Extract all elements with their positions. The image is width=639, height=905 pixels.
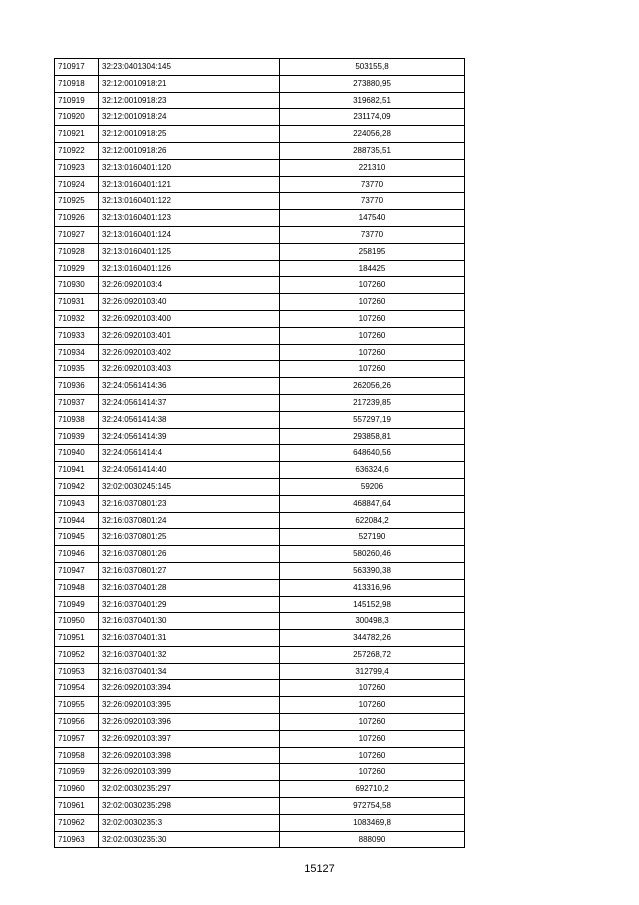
cadastral-number-cell: 32:02:0030235:30 (99, 831, 280, 848)
table-row (55, 361, 465, 378)
table-row (55, 764, 465, 781)
row-id-cell: 710959 (55, 764, 99, 781)
row-id-cell: 710941 (55, 462, 99, 479)
row-id-cell: 710932 (55, 310, 99, 327)
table-row (55, 462, 465, 479)
value-cell: 648640,56 (280, 445, 465, 462)
row-id-cell: 710925 (55, 193, 99, 210)
cadastral-number-cell: 32:12:0010918:26 (99, 142, 280, 159)
value-cell: 107260 (280, 730, 465, 747)
table-row (55, 495, 465, 512)
cadastral-number-cell: 32:16:0370401:29 (99, 596, 280, 613)
row-id-cell: 710931 (55, 294, 99, 311)
cadastral-number-cell: 32:26:0920103:403 (99, 361, 280, 378)
value-cell: 300498,3 (280, 613, 465, 630)
value-cell: 636324,6 (280, 462, 465, 479)
row-id-cell: 710948 (55, 579, 99, 596)
table-row (55, 92, 465, 109)
value-cell: 273880,95 (280, 75, 465, 92)
value-cell: 221310 (280, 159, 465, 176)
cadastral-number-cell: 32:16:0370801:24 (99, 512, 280, 529)
table-row (55, 512, 465, 529)
row-id-cell: 710950 (55, 613, 99, 630)
cadastral-number-cell: 32:26:0920103:400 (99, 310, 280, 327)
cadastral-number-cell: 32:12:0010918:23 (99, 92, 280, 109)
table-row (55, 243, 465, 260)
cadastral-number-cell: 32:13:0160401:126 (99, 260, 280, 277)
cadastral-number-cell: 32:16:0370401:30 (99, 613, 280, 630)
table-row (55, 663, 465, 680)
row-id-cell: 710954 (55, 680, 99, 697)
data-table (54, 58, 465, 848)
cadastral-number-cell: 32:16:0370801:23 (99, 495, 280, 512)
row-id-cell: 710938 (55, 411, 99, 428)
row-id-cell: 710926 (55, 210, 99, 227)
row-id-cell: 710958 (55, 747, 99, 764)
value-cell: 107260 (280, 327, 465, 344)
table-row (55, 630, 465, 647)
cadastral-number-cell: 32:13:0160401:125 (99, 243, 280, 260)
cadastral-number-cell: 32:24:0561414:38 (99, 411, 280, 428)
row-id-cell: 710934 (55, 344, 99, 361)
row-id-cell: 710952 (55, 646, 99, 663)
table-row (55, 344, 465, 361)
value-cell: 293858,81 (280, 428, 465, 445)
cadastral-number-cell: 32:16:0370401:34 (99, 663, 280, 680)
cadastral-number-cell: 32:24:0561414:37 (99, 394, 280, 411)
row-id-cell: 710917 (55, 59, 99, 76)
value-cell: 262056,26 (280, 378, 465, 395)
row-id-cell: 710951 (55, 630, 99, 647)
table-body (55, 59, 465, 848)
cadastral-number-cell: 32:02:0030235:3 (99, 814, 280, 831)
table-row (55, 798, 465, 815)
value-cell: 312799,4 (280, 663, 465, 680)
row-id-cell: 710956 (55, 714, 99, 731)
row-id-cell: 710922 (55, 142, 99, 159)
table-row (55, 226, 465, 243)
cadastral-number-cell: 32:16:0370801:26 (99, 546, 280, 563)
value-cell: 107260 (280, 764, 465, 781)
value-cell: 257268,72 (280, 646, 465, 663)
table-row (55, 142, 465, 159)
value-cell: 557297,19 (280, 411, 465, 428)
row-id-cell: 710937 (55, 394, 99, 411)
table-row (55, 126, 465, 143)
cadastral-number-cell: 32:26:0920103:402 (99, 344, 280, 361)
value-cell: 888090 (280, 831, 465, 848)
value-cell: 692710,2 (280, 781, 465, 798)
row-id-cell: 710918 (55, 75, 99, 92)
cadastral-number-cell: 32:26:0920103:399 (99, 764, 280, 781)
cadastral-number-cell: 32:26:0920103:4 (99, 277, 280, 294)
row-id-cell: 710949 (55, 596, 99, 613)
cadastral-number-cell: 32:26:0920103:40 (99, 294, 280, 311)
row-id-cell: 710942 (55, 478, 99, 495)
value-cell: 503155,8 (280, 59, 465, 76)
value-cell: 73770 (280, 176, 465, 193)
value-cell: 184425 (280, 260, 465, 277)
value-cell: 527190 (280, 529, 465, 546)
cadastral-number-cell: 32:02:0030235:297 (99, 781, 280, 798)
table-row (55, 310, 465, 327)
cadastral-number-cell: 32:16:0370401:31 (99, 630, 280, 647)
value-cell: 258195 (280, 243, 465, 260)
row-id-cell: 710920 (55, 109, 99, 126)
cadastral-number-cell: 32:24:0561414:40 (99, 462, 280, 479)
table-row (55, 75, 465, 92)
value-cell: 622084,2 (280, 512, 465, 529)
value-cell: 145152,98 (280, 596, 465, 613)
table-row (55, 697, 465, 714)
value-cell: 580260,46 (280, 546, 465, 563)
value-cell: 468847,64 (280, 495, 465, 512)
row-id-cell: 710924 (55, 176, 99, 193)
value-cell: 107260 (280, 277, 465, 294)
table-row (55, 579, 465, 596)
value-cell: 107260 (280, 361, 465, 378)
row-id-cell: 710962 (55, 814, 99, 831)
table-row (55, 596, 465, 613)
table-row (55, 747, 465, 764)
value-cell: 1083469,8 (280, 814, 465, 831)
row-id-cell: 710940 (55, 445, 99, 462)
cadastral-number-cell: 32:12:0010918:25 (99, 126, 280, 143)
table-row (55, 680, 465, 697)
cadastral-number-cell: 32:26:0920103:395 (99, 697, 280, 714)
cadastral-number-cell: 32:24:0561414:4 (99, 445, 280, 462)
value-cell: 224056,28 (280, 126, 465, 143)
row-id-cell: 710927 (55, 226, 99, 243)
row-id-cell: 710944 (55, 512, 99, 529)
row-id-cell: 710919 (55, 92, 99, 109)
row-id-cell: 710936 (55, 378, 99, 395)
value-cell: 563390,38 (280, 562, 465, 579)
table-row (55, 478, 465, 495)
cadastral-number-cell: 32:12:0010918:21 (99, 75, 280, 92)
table-row (55, 159, 465, 176)
row-id-cell: 710930 (55, 277, 99, 294)
row-id-cell: 710928 (55, 243, 99, 260)
cadastral-number-cell: 32:13:0160401:120 (99, 159, 280, 176)
cadastral-number-cell: 32:13:0160401:121 (99, 176, 280, 193)
cadastral-number-cell: 32:02:0030235:298 (99, 798, 280, 815)
table-row (55, 445, 465, 462)
row-id-cell: 710963 (55, 831, 99, 848)
table-row (55, 176, 465, 193)
table-row (55, 394, 465, 411)
value-cell: 288735,51 (280, 142, 465, 159)
page-number: 15127 (304, 863, 335, 875)
value-cell: 107260 (280, 714, 465, 731)
row-id-cell: 710935 (55, 361, 99, 378)
table-row (55, 193, 465, 210)
row-id-cell: 710945 (55, 529, 99, 546)
row-id-cell: 710947 (55, 562, 99, 579)
table-row (55, 814, 465, 831)
row-id-cell: 710943 (55, 495, 99, 512)
table-row (55, 546, 465, 563)
table-row (55, 210, 465, 227)
row-id-cell: 710939 (55, 428, 99, 445)
table-row (55, 646, 465, 663)
table-row (55, 378, 465, 395)
table-row (55, 562, 465, 579)
cadastral-number-cell: 32:16:0370801:27 (99, 562, 280, 579)
cadastral-number-cell: 32:26:0920103:394 (99, 680, 280, 697)
value-cell: 107260 (280, 747, 465, 764)
value-cell: 73770 (280, 226, 465, 243)
table-row (55, 411, 465, 428)
value-cell: 107260 (280, 294, 465, 311)
value-cell: 73770 (280, 193, 465, 210)
table-row (55, 714, 465, 731)
row-id-cell: 710960 (55, 781, 99, 798)
cadastral-number-cell: 32:24:0561414:39 (99, 428, 280, 445)
row-id-cell: 710955 (55, 697, 99, 714)
value-cell: 107260 (280, 310, 465, 327)
value-cell: 107260 (280, 697, 465, 714)
row-id-cell: 710933 (55, 327, 99, 344)
value-cell: 319682,51 (280, 92, 465, 109)
table-row (55, 831, 465, 848)
row-id-cell: 710961 (55, 798, 99, 815)
cadastral-number-cell: 32:16:0370401:32 (99, 646, 280, 663)
cadastral-number-cell: 32:02:0030245:145 (99, 478, 280, 495)
table-row (55, 781, 465, 798)
row-id-cell: 710921 (55, 126, 99, 143)
table-row (55, 260, 465, 277)
value-cell: 147540 (280, 210, 465, 227)
table-row (55, 730, 465, 747)
cadastral-number-cell: 32:26:0920103:398 (99, 747, 280, 764)
table-row (55, 529, 465, 546)
value-cell: 972754,58 (280, 798, 465, 815)
cadastral-number-cell: 32:13:0160401:122 (99, 193, 280, 210)
value-cell: 217239,85 (280, 394, 465, 411)
value-cell: 344782,26 (280, 630, 465, 647)
row-id-cell: 710929 (55, 260, 99, 277)
cadastral-number-cell: 32:26:0920103:396 (99, 714, 280, 731)
row-id-cell: 710946 (55, 546, 99, 563)
table-row (55, 109, 465, 126)
cadastral-number-cell: 32:26:0920103:397 (99, 730, 280, 747)
cadastral-number-cell: 32:16:0370801:25 (99, 529, 280, 546)
value-cell: 107260 (280, 680, 465, 697)
table-row (55, 428, 465, 445)
value-cell: 59206 (280, 478, 465, 495)
cadastral-number-cell: 32:16:0370401:28 (99, 579, 280, 596)
table-row (55, 277, 465, 294)
table-row (55, 327, 465, 344)
cadastral-number-cell: 32:13:0160401:124 (99, 226, 280, 243)
row-id-cell: 710953 (55, 663, 99, 680)
row-id-cell: 710957 (55, 730, 99, 747)
table-row (55, 613, 465, 630)
table-row (55, 59, 465, 76)
value-cell: 413316,96 (280, 579, 465, 596)
table-row (55, 294, 465, 311)
value-cell: 107260 (280, 344, 465, 361)
value-cell: 231174,09 (280, 109, 465, 126)
cadastral-number-cell: 32:12:0010918:24 (99, 109, 280, 126)
cadastral-number-cell: 32:23:0401304:145 (99, 59, 280, 76)
cadastral-number-cell: 32:13:0160401:123 (99, 210, 280, 227)
row-id-cell: 710923 (55, 159, 99, 176)
cadastral-number-cell: 32:24:0561414:36 (99, 378, 280, 395)
cadastral-number-cell: 32:26:0920103:401 (99, 327, 280, 344)
